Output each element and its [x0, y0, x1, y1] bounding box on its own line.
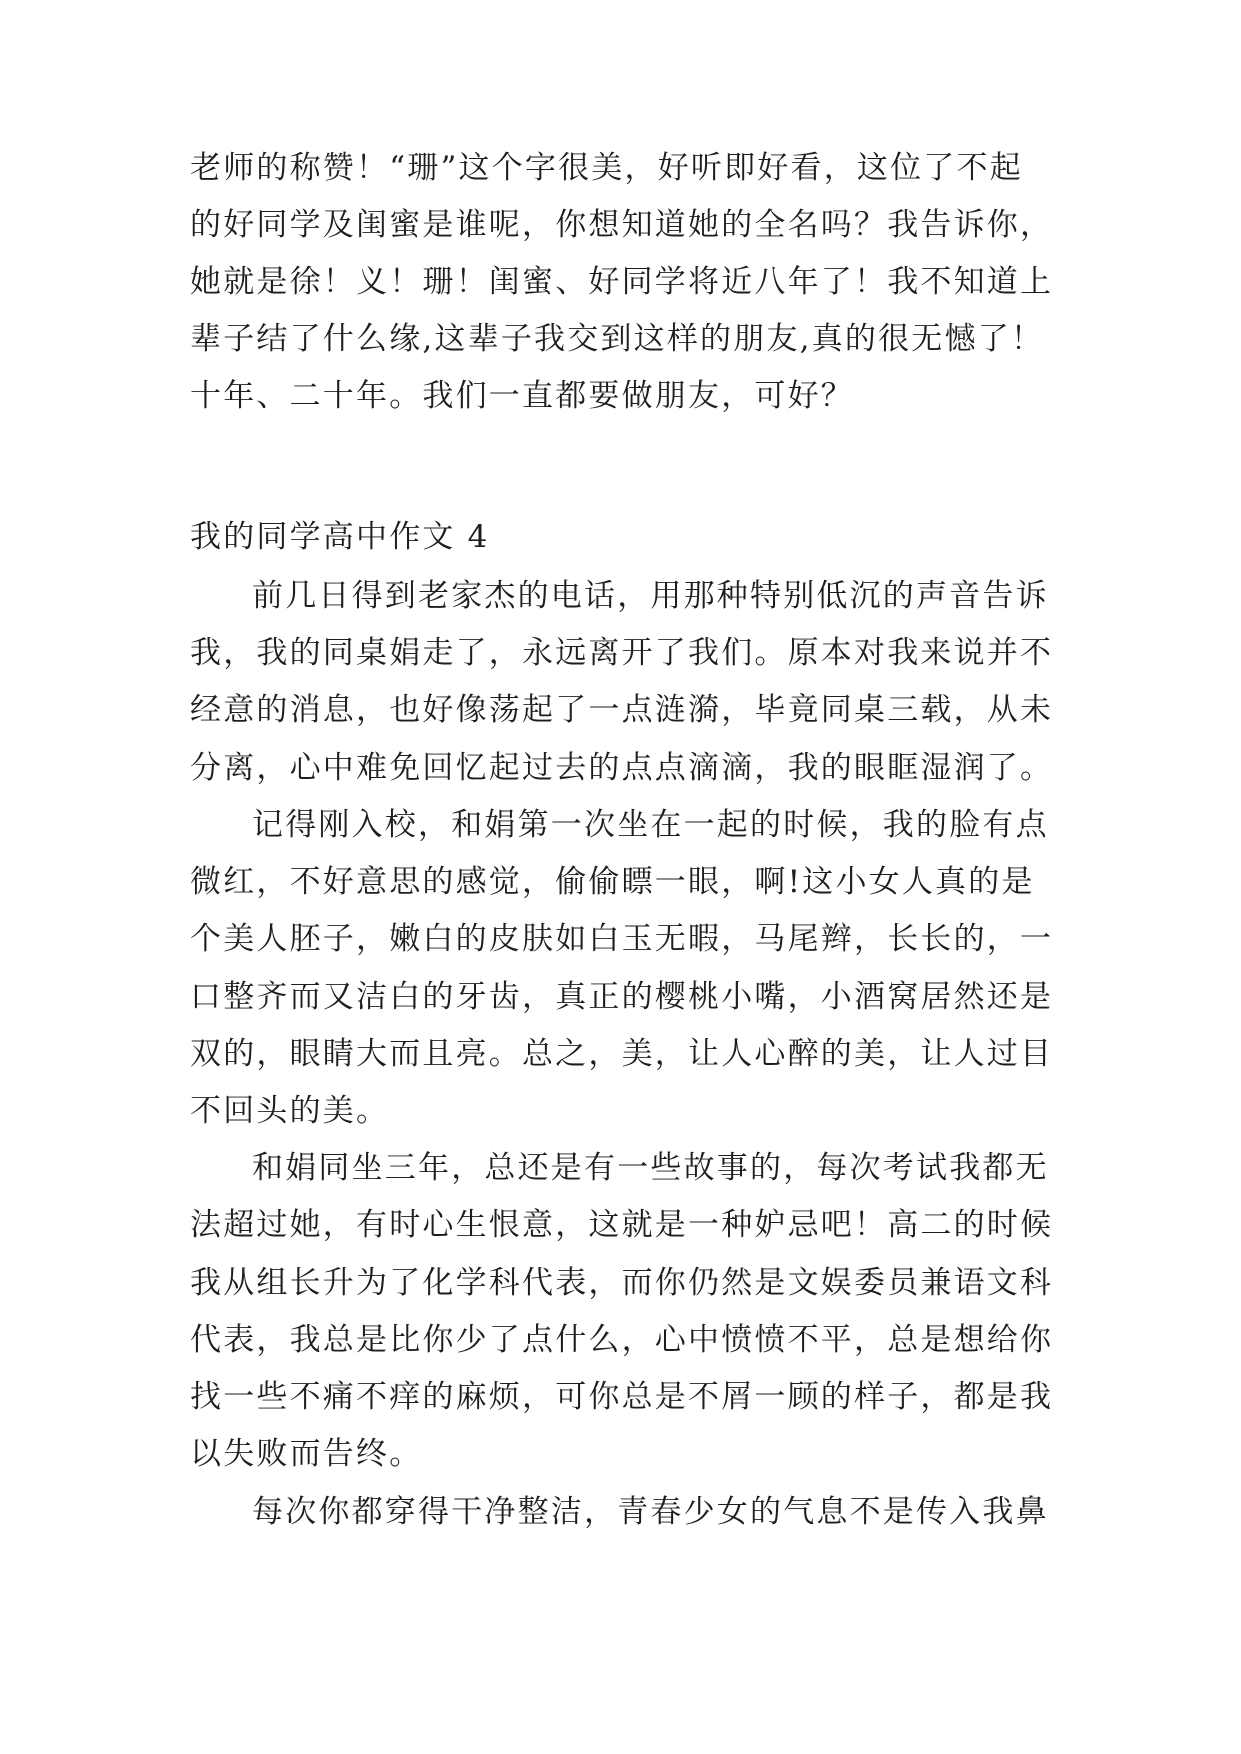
text-line: 的好同学及闺蜜是谁呢，你想知道她的全名吗？我告诉你，: [190, 207, 1054, 243]
text-line: 她就是徐！义！珊！闺蜜、好同学将近八年了！我不知道上: [190, 264, 1054, 300]
section-heading: 我的同学高中作文 4: [190, 519, 490, 555]
paragraph-line: 以失败而告终。: [190, 1436, 423, 1472]
text-line: 辈子结了什么缘,这辈子我交到这样的朋友,真的很无憾了！: [190, 321, 1045, 357]
text-line: 十年、二十年。我们一直都要做朋友，可好？: [190, 378, 854, 414]
paragraph-line: 和娟同坐三年，总还是有一些故事的，每次考试我都无: [252, 1150, 1049, 1186]
paragraph-line: 代表，我总是比你少了点什么，心中愤愤不平，总是想给你: [190, 1322, 1054, 1358]
paragraph-line: 前几日得到老家杰的电话，用那种特别低沉的声音告诉: [252, 578, 1049, 614]
paragraph-line: 法超过她，有时心生恨意，这就是一种妒忌吧！高二的时候: [190, 1207, 1054, 1243]
paragraph-line: 记得刚入校，和娟第一次坐在一起的时候，我的脸有点: [252, 807, 1049, 843]
paragraph-line: 分离，心中难免回忆起过去的点点滴滴，我的眼眶湿润了。: [190, 750, 1054, 786]
paragraph-line: 不回头的美。: [190, 1093, 390, 1129]
paragraph-line: 个美人胚子，嫩白的皮肤如白玉无暇，马尾辫，长长的，一: [190, 921, 1054, 957]
paragraph-line: 我，我的同桌娟走了，永远离开了我们。原本对我来说并不: [190, 635, 1054, 671]
paragraph-line: 口整齐而又洁白的牙齿，真正的樱桃小嘴，小酒窝居然还是: [190, 979, 1054, 1015]
paragraph-line: 经意的消息，也好像荡起了一点涟漪，毕竟同桌三载，从未: [190, 692, 1054, 728]
text-line: 老师的称赞！“珊”这个字很美，好听即好看，这位了不起: [190, 150, 1023, 186]
paragraph-line: 找一些不痛不痒的麻烦，可你总是不屑一顾的样子，都是我: [190, 1379, 1054, 1415]
paragraph-line: 微红，不好意思的感觉，偷偷瞟一眼，啊!这小女人真的是: [190, 864, 1035, 900]
paragraph-line: 双的，眼睛大而且亮。总之，美，让人心醉的美，让人过目: [190, 1036, 1054, 1072]
paragraph-line: 我从组长升为了化学科代表，而你仍然是文娱委员兼语文科: [190, 1265, 1054, 1301]
paragraph-line: 每次你都穿得干净整洁，青春少女的气息不是传入我鼻: [252, 1494, 1049, 1530]
